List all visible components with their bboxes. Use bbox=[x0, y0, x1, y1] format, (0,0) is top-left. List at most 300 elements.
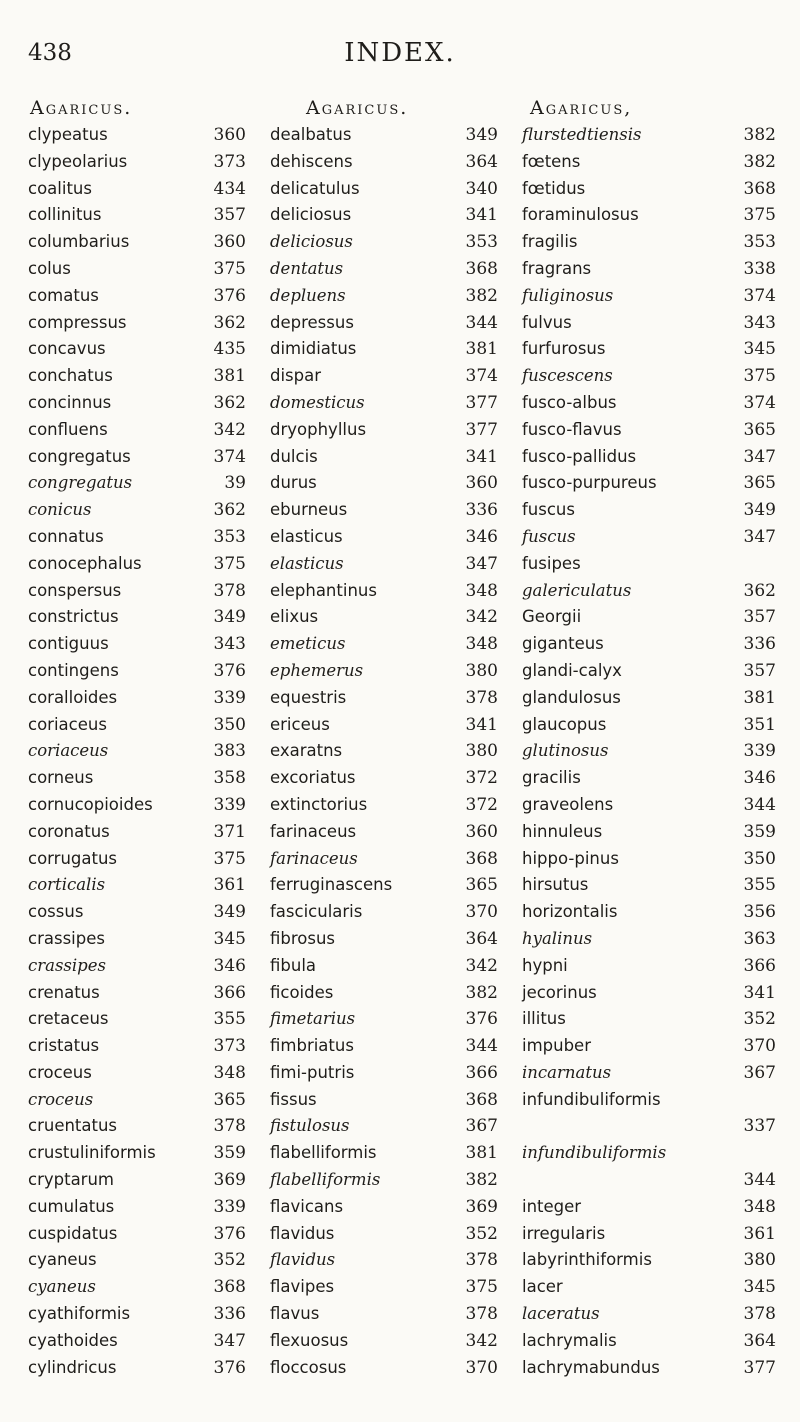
index-term: horizontalis bbox=[522, 902, 618, 922]
index-term: elasticus bbox=[270, 553, 344, 573]
index-term: cretaceus bbox=[28, 1009, 109, 1029]
index-page-ref: 376 bbox=[465, 1009, 498, 1030]
index-term: corticalis bbox=[28, 875, 106, 895]
index-entry bbox=[522, 202, 778, 229]
index-entry bbox=[270, 604, 510, 631]
index-term: flurstedtiensis bbox=[522, 125, 642, 144]
index-entry bbox=[270, 738, 510, 765]
index-term: coralloides bbox=[28, 687, 118, 707]
index-entry bbox=[522, 1140, 778, 1167]
index-term: fimi-putris bbox=[270, 1062, 355, 1082]
index-entry bbox=[28, 1355, 268, 1382]
index-entry bbox=[270, 1140, 510, 1167]
index-page-ref: 355 bbox=[213, 1009, 246, 1030]
index-entry bbox=[270, 792, 510, 819]
index-entry bbox=[270, 1328, 510, 1355]
index-term: conocephalus bbox=[28, 553, 142, 573]
index-entry bbox=[28, 899, 268, 926]
index-term: dehiscens bbox=[270, 151, 353, 171]
index-term: gracilis bbox=[522, 768, 581, 788]
index-entry bbox=[28, 1060, 268, 1087]
index-entry bbox=[522, 1274, 778, 1301]
index-entry bbox=[28, 1113, 268, 1140]
index-page-ref: 374 bbox=[743, 392, 776, 413]
index-entry bbox=[522, 229, 778, 256]
index-term: glutinosus bbox=[522, 741, 609, 761]
index-term: galericulatus bbox=[522, 580, 632, 600]
index-page-ref: 350 bbox=[743, 848, 776, 869]
index-entry bbox=[270, 256, 510, 283]
index-entry bbox=[28, 1194, 268, 1221]
index-entry bbox=[28, 524, 268, 551]
index-term: flavipes bbox=[270, 1277, 335, 1297]
index-page-ref: 435 bbox=[213, 339, 246, 360]
index-term: clypeatus bbox=[28, 125, 108, 144]
index-entry bbox=[28, 980, 268, 1007]
index-page-ref: 378 bbox=[465, 687, 498, 708]
index-page-ref: 365 bbox=[743, 419, 776, 440]
index-page-ref: 376 bbox=[213, 1357, 246, 1378]
index-page-ref: 343 bbox=[743, 312, 776, 333]
index-entry bbox=[270, 712, 510, 739]
index-entry bbox=[522, 765, 778, 792]
index-page-ref: 377 bbox=[465, 392, 498, 413]
index-page-ref: 345 bbox=[743, 1277, 776, 1298]
index-term: corneus bbox=[28, 768, 94, 788]
index-page-ref: 338 bbox=[743, 258, 776, 279]
index-entry bbox=[270, 283, 510, 310]
index-page-ref: 374 bbox=[743, 285, 776, 306]
index-entry bbox=[28, 1006, 268, 1033]
index-term: farinaceus bbox=[270, 848, 358, 868]
index-entry bbox=[270, 1301, 510, 1328]
index-page-ref: 375 bbox=[213, 258, 246, 279]
index-entry bbox=[270, 685, 510, 712]
index-page-ref: 350 bbox=[213, 714, 246, 735]
index-entry bbox=[522, 256, 778, 283]
index-entry bbox=[270, 819, 510, 846]
index-term: Georgii bbox=[522, 607, 582, 627]
index-entry bbox=[522, 872, 778, 899]
index-term: ephemerus bbox=[270, 660, 364, 680]
index-entry bbox=[522, 551, 778, 578]
index-term: cyaneus bbox=[28, 1250, 97, 1270]
index-term: eburneus bbox=[270, 500, 348, 520]
index-entry bbox=[522, 631, 778, 658]
index-term: hirsutus bbox=[522, 875, 589, 895]
index-entry bbox=[270, 1355, 510, 1382]
index-page-ref: 368 bbox=[465, 848, 498, 869]
index-term: fibula bbox=[270, 955, 317, 975]
index-page-ref: 356 bbox=[743, 902, 776, 923]
index-term: equestris bbox=[270, 687, 347, 707]
index-page-ref: 358 bbox=[213, 768, 246, 789]
index-term: delicatulus bbox=[270, 178, 360, 198]
index-page-ref: 341 bbox=[465, 714, 498, 735]
index-term: cylindricus bbox=[28, 1357, 117, 1377]
index-page-ref: 349 bbox=[213, 607, 246, 628]
index-term: fimbriatus bbox=[270, 1036, 354, 1056]
index-entry bbox=[522, 470, 778, 497]
index-page-ref: 373 bbox=[213, 1036, 246, 1057]
index-term: infundibuliformis bbox=[522, 1089, 661, 1109]
index-entry bbox=[522, 819, 778, 846]
index-entry bbox=[522, 712, 778, 739]
index-entry bbox=[522, 1221, 778, 1248]
index-page-ref: 363 bbox=[743, 928, 776, 949]
index-page-ref: 362 bbox=[213, 500, 246, 521]
index-page-ref: 347 bbox=[213, 1330, 246, 1351]
index-entry bbox=[28, 953, 268, 980]
index-entry bbox=[28, 765, 268, 792]
index-term: integer bbox=[522, 1196, 582, 1216]
index-entry bbox=[270, 229, 510, 256]
index-entry bbox=[270, 470, 510, 497]
index-page-ref: 345 bbox=[743, 339, 776, 360]
index-term: cruentatus bbox=[28, 1116, 118, 1136]
index-term: confluens bbox=[28, 419, 108, 439]
index-entry bbox=[522, 899, 778, 926]
index-term: labyrinthiformis bbox=[522, 1250, 652, 1270]
index-entry bbox=[522, 283, 778, 310]
index-term: farinaceus bbox=[270, 821, 357, 841]
index-term: cuspidatus bbox=[28, 1223, 118, 1243]
index-entry bbox=[28, 1274, 268, 1301]
index-term: dryophyllus bbox=[270, 419, 367, 439]
index-entry bbox=[522, 1194, 778, 1221]
index-entry bbox=[270, 846, 510, 873]
index-page-ref: 370 bbox=[743, 1036, 776, 1057]
index-term: corrugatus bbox=[28, 848, 118, 868]
index-term: depluens bbox=[270, 285, 346, 305]
index-page-ref: 341 bbox=[465, 205, 498, 226]
index-page-ref: 365 bbox=[743, 473, 776, 494]
index-entry bbox=[270, 1247, 510, 1274]
index-entry bbox=[522, 685, 778, 712]
index-page-ref: 366 bbox=[213, 982, 246, 1003]
index-entry bbox=[28, 658, 268, 685]
index-term: ferruginascens bbox=[270, 875, 393, 895]
index-page-ref: 360 bbox=[465, 473, 498, 494]
index-page-ref: 359 bbox=[213, 1143, 246, 1164]
index-entry bbox=[522, 1006, 778, 1033]
index-term: conicus bbox=[28, 500, 92, 520]
index-term: irregularis bbox=[522, 1223, 606, 1243]
index-term: contingens bbox=[28, 660, 119, 680]
index-page-ref: 382 bbox=[743, 151, 776, 172]
index-page-ref: 380 bbox=[465, 741, 498, 762]
index-page-ref: 372 bbox=[465, 768, 498, 789]
index-term: glandulosus bbox=[522, 687, 621, 707]
index-term: croceus bbox=[28, 1089, 94, 1109]
index-entry bbox=[270, 336, 510, 363]
index-page-ref: 353 bbox=[743, 232, 776, 253]
index-page-ref: 352 bbox=[465, 1223, 498, 1244]
index-term: dimidiatus bbox=[270, 339, 357, 359]
index-entry bbox=[28, 1247, 268, 1274]
index-entry bbox=[270, 444, 510, 471]
index-term: croceus bbox=[28, 1062, 92, 1082]
index-entry bbox=[28, 712, 268, 739]
index-entry bbox=[28, 149, 268, 176]
index-term: lacer bbox=[522, 1277, 563, 1297]
index-page-ref: 349 bbox=[465, 125, 498, 145]
index-entry bbox=[270, 578, 510, 605]
index-page-ref: 380 bbox=[465, 660, 498, 681]
index-term: illitus bbox=[522, 1009, 566, 1029]
index-term: flavus bbox=[270, 1304, 320, 1324]
index-page-ref: 376 bbox=[213, 1223, 246, 1244]
index-page-ref: 339 bbox=[213, 794, 246, 815]
index-page-ref: 378 bbox=[743, 1304, 776, 1325]
index-page-ref: 381 bbox=[743, 687, 776, 708]
index-entry bbox=[28, 551, 268, 578]
index-term: constrictus bbox=[28, 607, 119, 627]
index-page-ref: 352 bbox=[743, 1009, 776, 1030]
index-entry bbox=[28, 336, 268, 363]
index-term: extinctorius bbox=[270, 794, 368, 814]
index-term: giganteus bbox=[522, 634, 604, 654]
index-term: fascicularis bbox=[270, 902, 363, 922]
index-entry bbox=[28, 1301, 268, 1328]
index-entry bbox=[522, 336, 778, 363]
index-entry bbox=[270, 551, 510, 578]
index-page-ref: 368 bbox=[465, 1089, 498, 1110]
index-entry bbox=[270, 524, 510, 551]
index-page-ref: 344 bbox=[465, 1036, 498, 1057]
index-term: dentatus bbox=[270, 258, 344, 278]
index-page-ref: 341 bbox=[743, 982, 776, 1003]
index-term: fragilis bbox=[522, 232, 578, 252]
index-page-ref: 361 bbox=[213, 875, 246, 896]
index-term: fuscescens bbox=[522, 366, 613, 386]
index-page-ref: 348 bbox=[465, 580, 498, 601]
index-entry bbox=[270, 1194, 510, 1221]
index-term: hyalinus bbox=[522, 928, 593, 948]
index-entry bbox=[28, 1167, 268, 1194]
index-term: conchatus bbox=[28, 366, 113, 386]
index-page-ref: 360 bbox=[465, 821, 498, 842]
index-entry bbox=[28, 1033, 268, 1060]
index-term: congregatus bbox=[28, 473, 133, 493]
index-page-ref: 381 bbox=[465, 339, 498, 360]
index-term: fuscus bbox=[522, 500, 575, 520]
index-entry bbox=[28, 444, 268, 471]
index-term: crassipes bbox=[28, 955, 106, 975]
index-term: cossus bbox=[28, 902, 84, 922]
index-page-ref: 339 bbox=[213, 687, 246, 708]
index-term: fusco-albus bbox=[522, 392, 617, 412]
index-term: hinnuleus bbox=[522, 821, 603, 841]
index-page-ref: 369 bbox=[213, 1170, 246, 1191]
index-entry bbox=[28, 122, 268, 149]
index-page-ref: 371 bbox=[213, 821, 246, 842]
index-entry bbox=[522, 604, 778, 631]
index-term: fimetarius bbox=[270, 1009, 356, 1029]
index-entry bbox=[28, 256, 268, 283]
index-page-ref: 353 bbox=[213, 526, 246, 547]
index-term: connatus bbox=[28, 526, 104, 546]
index-entry bbox=[28, 1140, 268, 1167]
index-page-ref: 349 bbox=[213, 902, 246, 923]
index-term: columbarius bbox=[28, 232, 130, 252]
index-entry bbox=[28, 1328, 268, 1355]
index-page-ref: 357 bbox=[743, 660, 776, 681]
index-term: flavicans bbox=[270, 1196, 344, 1216]
index-term: infundibuliformis bbox=[522, 1143, 667, 1163]
index-term: coriaceus bbox=[28, 741, 109, 761]
index-term: graveolens bbox=[522, 794, 614, 814]
index-page-ref: 360 bbox=[213, 125, 246, 145]
index-page-ref: 346 bbox=[465, 526, 498, 547]
index-entry bbox=[28, 310, 268, 337]
index-page-ref: 341 bbox=[465, 446, 498, 467]
index-entry bbox=[522, 149, 778, 176]
index-page-ref: 374 bbox=[465, 366, 498, 387]
index-entry bbox=[270, 631, 510, 658]
index-term: fulvus bbox=[522, 312, 572, 332]
index-page-ref: 383 bbox=[213, 741, 246, 762]
index-entry bbox=[28, 390, 268, 417]
index-page-ref: 346 bbox=[213, 955, 246, 976]
index-entry bbox=[522, 738, 778, 765]
index-term: elephantinus bbox=[270, 580, 377, 600]
index-term: deliciosus bbox=[270, 232, 353, 252]
index-term: coalitus bbox=[28, 178, 92, 198]
index-term: coriaceus bbox=[28, 714, 107, 734]
page-number: 438 bbox=[28, 40, 72, 66]
index-entry bbox=[28, 819, 268, 846]
index-entry bbox=[270, 176, 510, 203]
index-page-ref: 374 bbox=[213, 446, 246, 467]
index-entry bbox=[522, 658, 778, 685]
index-term: fusco-purpureus bbox=[522, 473, 657, 493]
index-page-ref: 344 bbox=[465, 312, 498, 333]
index-page-ref: 357 bbox=[213, 205, 246, 226]
index-term: furfurosus bbox=[522, 339, 606, 359]
index-page-ref: 370 bbox=[465, 1357, 498, 1378]
index-entry bbox=[28, 846, 268, 873]
index-entry bbox=[270, 122, 510, 149]
index-page-ref: 336 bbox=[213, 1304, 246, 1325]
index-term: crassipes bbox=[28, 928, 105, 948]
index-entry bbox=[522, 1328, 778, 1355]
index-entry bbox=[28, 229, 268, 256]
index-page-ref: 339 bbox=[213, 1196, 246, 1217]
index-term: congregatus bbox=[28, 446, 131, 466]
index-entry bbox=[270, 872, 510, 899]
column-heading: Agaricus. bbox=[30, 97, 133, 119]
index-term: fœtidus bbox=[522, 178, 586, 198]
index-entry bbox=[28, 604, 268, 631]
index-term: compressus bbox=[28, 312, 127, 332]
index-page-ref: 375 bbox=[743, 205, 776, 226]
index-term: laceratus bbox=[522, 1304, 600, 1324]
index-page-ref: 339 bbox=[743, 741, 776, 762]
index-term: depressus bbox=[270, 312, 354, 332]
index-page-ref: 347 bbox=[743, 526, 776, 547]
index-term: concinnus bbox=[28, 392, 112, 412]
index-page-ref: 349 bbox=[743, 500, 776, 521]
index-page-ref: 336 bbox=[465, 500, 498, 521]
index-page-ref: 367 bbox=[465, 1116, 498, 1137]
index-entry bbox=[28, 631, 268, 658]
index-term: conspersus bbox=[28, 580, 122, 600]
index-term: flabelliformis bbox=[270, 1170, 381, 1190]
index-entry bbox=[28, 283, 268, 310]
index-entry bbox=[28, 470, 268, 497]
index-term: cristatus bbox=[28, 1036, 100, 1056]
index-page-ref: 366 bbox=[743, 955, 776, 976]
index-term: domesticus bbox=[270, 392, 365, 412]
index-page-ref: 373 bbox=[213, 151, 246, 172]
index-entry bbox=[270, 310, 510, 337]
index-page-ref: 372 bbox=[465, 794, 498, 815]
index-column-2 bbox=[270, 96, 510, 1381]
index-term: foraminulosus bbox=[522, 205, 639, 225]
index-term: cyaneus bbox=[28, 1277, 96, 1297]
index-page-ref: 344 bbox=[743, 1170, 776, 1191]
index-page-ref: 364 bbox=[743, 1330, 776, 1351]
index-term: hippo-pinus bbox=[522, 848, 619, 868]
index-term: fibrosus bbox=[270, 928, 336, 948]
index-term: emeticus bbox=[270, 634, 346, 654]
index-page-ref: 347 bbox=[465, 553, 498, 574]
index-entry bbox=[28, 738, 268, 765]
index-page-ref: 337 bbox=[743, 1116, 776, 1137]
index-page-ref: 361 bbox=[743, 1223, 776, 1244]
index-entry bbox=[270, 980, 510, 1007]
index-page-ref: 368 bbox=[213, 1277, 246, 1298]
index-entry bbox=[522, 846, 778, 873]
index-entry bbox=[522, 980, 778, 1007]
index-entry bbox=[28, 1087, 268, 1114]
index-entry bbox=[522, 390, 778, 417]
index-page-ref: 342 bbox=[213, 419, 246, 440]
index-entry bbox=[270, 497, 510, 524]
index-page-ref: 362 bbox=[213, 392, 246, 413]
index-entry bbox=[270, 1006, 510, 1033]
index-page-ref: 375 bbox=[213, 848, 246, 869]
index-term: incarnatus bbox=[522, 1062, 612, 1082]
index-page-ref: 434 bbox=[213, 178, 246, 199]
index-entry bbox=[522, 310, 778, 337]
index-term: colus bbox=[28, 258, 71, 278]
index-page-ref: 343 bbox=[213, 634, 246, 655]
index-page-ref: 366 bbox=[465, 1062, 498, 1083]
index-entry bbox=[522, 417, 778, 444]
column-heading: Agaricus, bbox=[530, 97, 633, 119]
page-title: INDEX. bbox=[344, 38, 456, 68]
index-entry bbox=[522, 792, 778, 819]
index-page-ref: 382 bbox=[743, 125, 776, 145]
index-page-ref: 344 bbox=[743, 794, 776, 815]
index-page-ref: 377 bbox=[465, 419, 498, 440]
index-page-ref: 342 bbox=[465, 955, 498, 976]
index-term: flavidus bbox=[270, 1223, 335, 1243]
index-entry bbox=[28, 872, 268, 899]
index-term: glandi-calyx bbox=[522, 660, 622, 680]
index-page-ref: 364 bbox=[465, 151, 498, 172]
index-column-3 bbox=[522, 96, 778, 1381]
index-entry bbox=[270, 363, 510, 390]
index-page-ref: 342 bbox=[465, 607, 498, 628]
index-page-ref: 378 bbox=[465, 1304, 498, 1325]
index-term: cryptarum bbox=[28, 1170, 114, 1190]
index-entry bbox=[270, 417, 510, 444]
index-page-ref: 370 bbox=[465, 902, 498, 923]
index-page-ref: 376 bbox=[213, 660, 246, 681]
